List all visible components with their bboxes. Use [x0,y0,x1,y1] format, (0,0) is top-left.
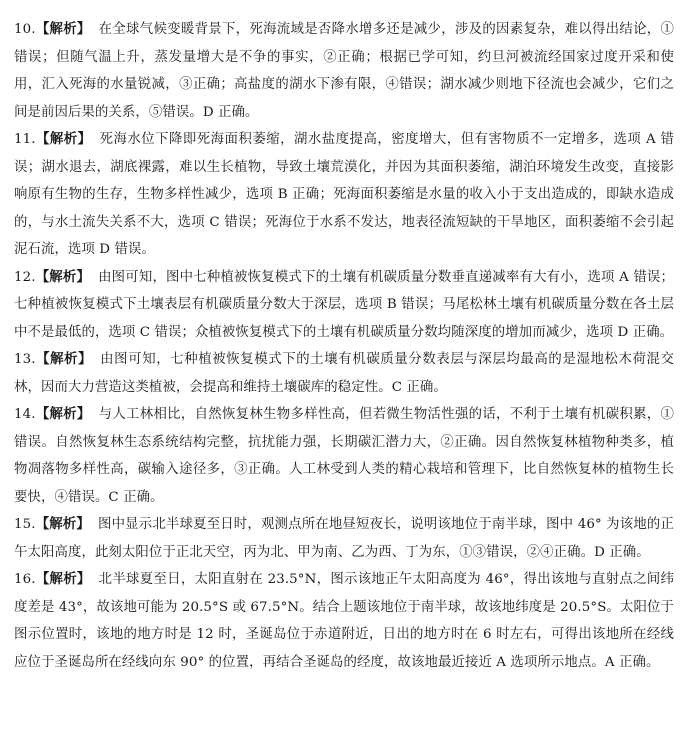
explanation-16 [14,566,674,676]
analysis-tag: 【解析】 [35,352,93,367]
explanation-text: 北半球夏至日，太阳直射在 23.5°N，图示该地正午太阳高度为 46°，得出该地与直射点之间纬度差是 43°，故该地可能为 20.5°S 或 67.5°N。结合上题该地位于南半球，故该地纬度是 20.5°S。太阳位于图示位置时，该地的地方时是 12 时，圣诞岛位于赤道附近，日出的地方时在 6 时左右，可得出该地所在经线应位于圣诞岛所在经线向东 90° 的位置，再结合圣诞岛的经度，故该地最近接近 A 选项所示地点。A 正确。 [14,572,675,670]
explanation-13 [14,346,674,401]
explanation-11 [14,126,674,264]
analysis-tag: 【解析】 [35,22,91,37]
analysis-tag: 【解析】 [35,269,91,285]
explanation-text: 由图可知，图中七种植被恢复模式下的土壤有机碳质量分数垂直递减率有大有小，选项 A 错误；七种植被恢复模式下土壤表层有机碳质量分数大于深层，选项 B 错误；马尾松林土壤有机碳质量分数在各土层中不是最低的，选项 C 错误；众植被恢复模式下的土壤有机碳质量分数均随深度的增加而减少，选项 D 正确。 [14,269,674,340]
explanation-text: 在全球气候变暖背景下，死海流域是否降水增多还是减少，涉及的因素复杂，难以得出结论，①错误；但随气温上升，蒸发量增大是不争的事实，②正确；根据已学可知，约旦河被流经国家过度开采和使用，汇入死海的水量锐减，③正确；高盐度的湖水下渗有限，④错误；湖水减少则地下径流也会减少，它们之间是前因后果的关系，⑤错误。D 正确。 [14,22,674,120]
item-number: 10. [14,22,36,37]
item-number: 12. [14,269,36,285]
explanation-text: 死海水位下降即死海面积萎缩，湖水盐度提高，密度增大，但有害物质不一定增多，选项 A 错误；湖水退去，湖底裸露，难以生长植物，导致土壤荒漠化，并因为其面积萎缩，湖泊环境发生改变，直接影响原有生物的生存，生物多样性减少，选项 B 正确；死海面积萎缩是水量的收入小于支出造成的，即缺水造成的，与水土流失关系不大，选项 C 错误；死海位于水系不发达，地表径流短缺的干旱地区，面积萎缩不会引起泥石流，选项 D 错误。 [14,132,674,257]
analysis-tag: 【解析】 [35,517,91,532]
explanation-15 [14,511,674,566]
explanation-14 [14,401,674,511]
explanation-10 [14,16,674,126]
item-number: 14. [14,407,36,422]
analysis-tag: 【解析】 [35,407,91,422]
item-number: 11. [14,132,36,147]
item-number: 15. [14,517,36,532]
explanation-text: 图中显示北半球夏至日时，观测点所在地昼短夜长，说明该地位于南半球，图中 46° 为该地的正午太阳高度，此刻太阳位于正北天空，丙为北、甲为南、乙为西、丁为东，①③错误，②④正确。D 正确。 [14,517,674,560]
analysis-tag: 【解析】 [35,572,91,587]
explanation-text: 由图可知，七种植被恢复模式下的土壤有机碳质量分数表层与深层均最高的是湿地松木荷混交林，因而大力营造这类植被，会提高和维持土壤碳库的稳定性。C 正确。 [14,352,674,395]
explanation-text: 与人工林相比，自然恢复林生物多样性高，但若微生物活性强的话，不利于土壤有机碳积累，①错误。自然恢复林生态系统结构完整，抗扰能力强，长期碳汇潜力大，②正确。因自然恢复林植物种类多，植物凋落物多样性高，碳输入途径多，③正确。人工林受到人类的精心栽培和管理下，比自然恢复林的植物生长要快，④错误。C 正确。 [14,407,674,505]
item-number: 13. [14,352,36,367]
item-number: 16. [14,572,36,587]
analysis-tag: 【解析】 [35,132,92,147]
explanation-12 [14,264,674,347]
